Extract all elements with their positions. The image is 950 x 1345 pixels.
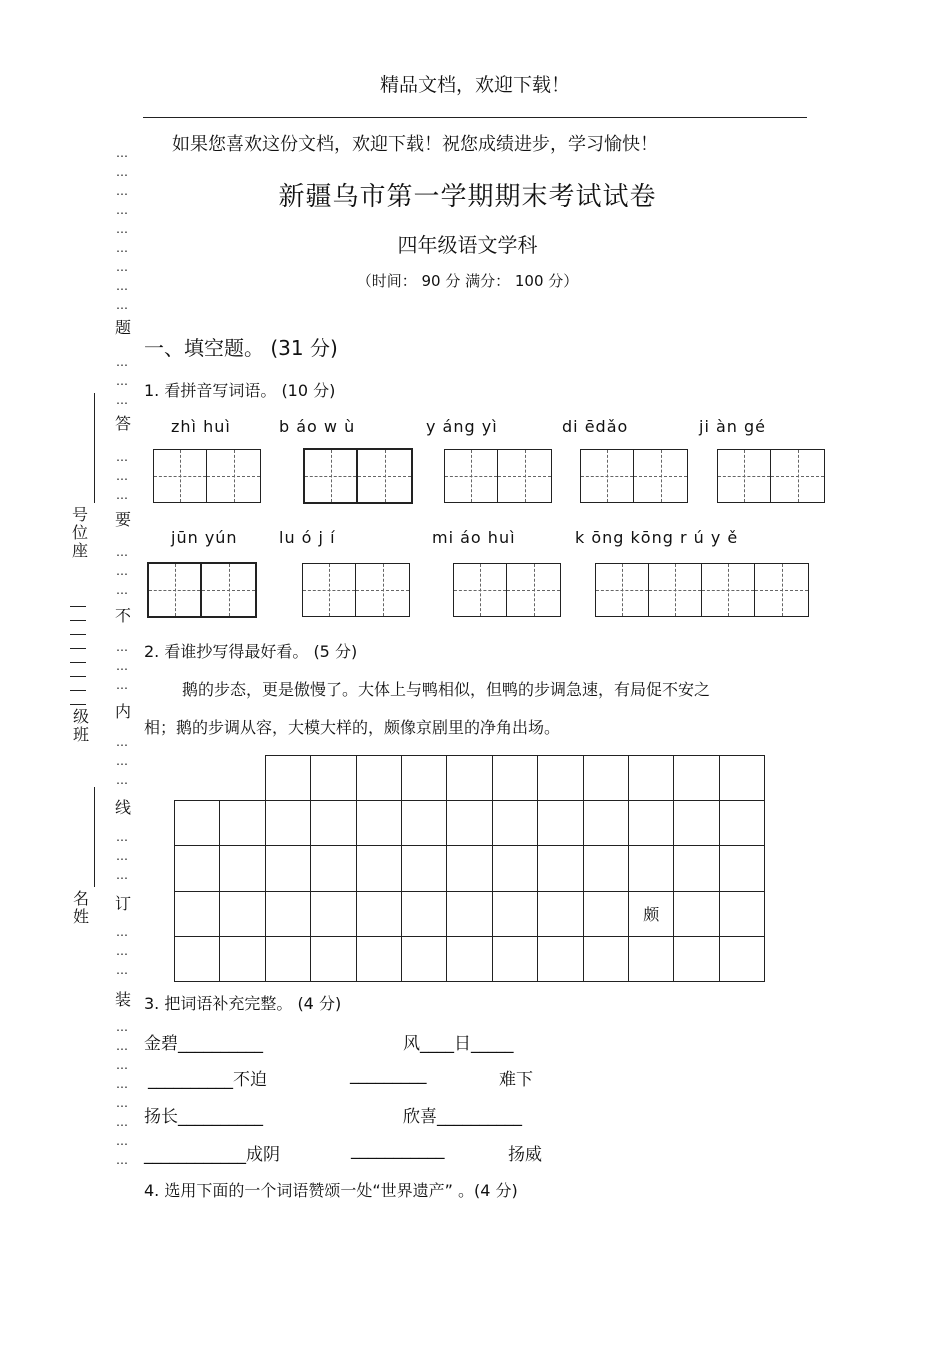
name-label: 名姓 [72,889,89,926]
grid-cell[interactable] [265,755,311,801]
grid-cell[interactable] [265,936,311,982]
seat-label: 号位座 [72,505,89,560]
exam-title: 新疆乌市第一学期期末考试试卷 [278,182,657,212]
margin-dots: … [116,944,128,958]
fill-item-8[interactable]: ____________成阴 [144,1145,280,1165]
grid-cell[interactable] [401,755,447,801]
grid-cell[interactable] [356,800,402,846]
grid-cell[interactable] [492,755,538,801]
margin-line-name [94,787,95,887]
grid-cell[interactable] [265,845,311,891]
margin-dots: … [116,583,128,597]
fill-item-10[interactable]: 扬威 [508,1145,542,1165]
pinyin-4: di ēdǎo [562,417,629,436]
grid-cell[interactable] [492,891,538,937]
answer-box-5[interactable] [717,449,825,503]
margin-dots: … [116,355,128,369]
grid-cell[interactable] [446,936,492,982]
grid-cell[interactable] [492,936,538,982]
margin-dots: … [116,1039,128,1053]
margin-dots: … [116,754,128,768]
grid-cell[interactable] [174,800,220,846]
pinyin-6: jūn yún [171,528,238,547]
grid-cell[interactable] [265,800,311,846]
pinyin-5: ji àn gé [699,417,767,436]
grid-cell[interactable] [537,800,583,846]
grid-cell[interactable] [219,845,265,891]
grid-cell[interactable] [356,755,402,801]
grid-cell[interactable] [628,845,674,891]
margin-dots: … [116,298,128,312]
grid-cell[interactable] [310,891,356,937]
grid-cell[interactable] [628,800,674,846]
margin-dots: … [116,849,128,863]
margin-dots: … [116,735,128,749]
margin-dots: … [116,146,128,160]
margin-dots: … [116,830,128,844]
fill-item-5[interactable]: 难下 [499,1070,533,1090]
exam-time-info: （时间： 90 分 满分： 100 分） [356,272,579,290]
grid-cell[interactable] [310,936,356,982]
margin-dots: … [116,374,128,388]
grid-cell[interactable] [537,891,583,937]
grid-cell[interactable] [446,800,492,846]
grid-cell[interactable] [401,891,447,937]
margin-dots: … [116,678,128,692]
grid-cell[interactable] [719,800,765,846]
grid-cell[interactable] [673,845,719,891]
grid-cell[interactable] [673,891,719,937]
grid-cell[interactable] [537,845,583,891]
q2-title: 2. 看谁抄写得最好看。 (5 分) [144,642,358,661]
grid-cell[interactable] [673,755,719,801]
answer-box-6[interactable] [147,562,257,618]
margin-char: 不 [115,606,132,625]
passage-line-1: 鹅的步态，更是傲慢了。大体上与鸭相似，但鸭的步调急速，有局促不安之 [182,680,711,699]
margin-dots: … [116,279,128,293]
grid-cell[interactable] [310,845,356,891]
class-label: 级班 [72,707,89,744]
margin-dots: … [116,260,128,274]
margin-char: 内 [115,702,132,721]
pinyin-3: y áng yì [426,417,498,436]
margin-dots: … [116,1096,128,1110]
grid-cell[interactable] [356,891,402,937]
grid-cell[interactable] [219,891,265,937]
header-divider [143,117,807,118]
answer-box-4[interactable] [580,449,688,503]
passage-line-2: 相；鹅的步调从容，大模大样的，颇像京剧里的净角出场。 [144,718,561,737]
q1-title: 1. 看拼音写词语。 (10 分) [144,381,336,400]
answer-box-8[interactable] [453,563,561,617]
margin-dots: … [116,1020,128,1034]
margin-char: 装 [115,990,132,1009]
download-note: 如果您喜欢这份文档，欢迎下载！祝您成绩进步，学习愉快！ [172,134,658,155]
section-1-title: 一、填空题。 (31 分) [144,336,338,360]
grid-cell[interactable] [356,936,402,982]
margin-dots: … [116,165,128,179]
margin-dots: … [116,640,128,654]
class-underline [70,606,86,706]
margin-dots: … [116,963,128,977]
grid-cell[interactable] [673,800,719,846]
fill-item-3[interactable]: __________不迫 [148,1070,267,1090]
margin-dots: … [116,925,128,939]
grid-cell[interactable] [401,800,447,846]
grid-cell[interactable] [583,800,629,846]
margin-dots: … [116,773,128,787]
grid-cell[interactable] [537,936,583,982]
grid-cell[interactable] [492,845,538,891]
grid-cell[interactable] [673,936,719,982]
margin-dots: … [116,1058,128,1072]
margin-char: 要 [115,510,132,529]
answer-box-2[interactable] [303,448,413,504]
fill-item-9[interactable]: ___________ [351,1140,445,1160]
grid-cell[interactable] [583,936,629,982]
q3-title: 3. 把词语补充完整。 (4 分) [144,994,342,1013]
fill-item-2[interactable]: 风____日_____ [403,1034,514,1054]
margin-dots: … [116,1134,128,1148]
margin-dots: … [116,184,128,198]
fill-item-4[interactable]: _________ [350,1065,427,1085]
grid-cell[interactable] [719,755,765,801]
grid-cell[interactable] [401,936,447,982]
fill-item-7[interactable]: 欣喜__________ [403,1107,522,1127]
answer-box-9[interactable] [595,563,809,617]
margin-dots: … [116,222,128,236]
margin-dots: … [116,868,128,882]
margin-char: 答 [115,414,132,433]
pinyin-7: lu ó j í [279,528,336,547]
grid-cell[interactable] [310,755,356,801]
fill-item-6[interactable]: 扬长__________ [144,1107,263,1127]
grid-cell[interactable] [174,845,220,891]
pinyin-1: zhì huì [171,417,231,436]
grid-cell[interactable] [446,891,492,937]
margin-dots: … [116,469,128,483]
grid-cell[interactable] [719,891,765,937]
margin-dots: … [116,450,128,464]
grid-cell[interactable] [219,936,265,982]
grid-cell[interactable] [583,891,629,937]
grid-cell[interactable] [174,891,220,937]
grid-cell[interactable] [719,845,765,891]
margin-line-seat [94,393,95,503]
margin-dots: … [116,545,128,559]
grid-cell[interactable] [219,800,265,846]
header-title: 精品文档，欢迎下载！ [379,74,570,96]
grid-cell[interactable] [446,755,492,801]
margin-dots: … [116,488,128,502]
grid-cell[interactable] [356,845,402,891]
answer-box-3[interactable] [444,449,552,503]
answer-box-1[interactable] [153,449,261,503]
grid-cell[interactable] [401,845,447,891]
pinyin-2: b áo w ù [279,417,356,436]
margin-char: 线 [115,798,132,817]
margin-dots: … [116,1077,128,1091]
margin-dots: … [116,241,128,255]
grid-cell[interactable] [583,755,629,801]
margin-char: 订 [115,894,132,913]
grid-cell[interactable] [628,936,674,982]
margin-dots: … [116,203,128,217]
q4-title: 4. 选用下面的一个词语赞颂一处“世界遗产” 。(4 分) [144,1181,518,1200]
answer-box-7[interactable] [302,563,410,617]
grid-cell[interactable] [628,755,674,801]
margin-char: 题 [115,318,132,337]
pinyin-8: mi áo huì [432,528,516,547]
margin-dots: … [116,659,128,673]
exam-subject: 四年级语文学科 [397,233,538,257]
grid-cell[interactable] [537,755,583,801]
grid-cell[interactable] [446,845,492,891]
margin-dots: … [116,1115,128,1129]
pinyin-9: k ōng kōng r ú y ě [575,528,739,547]
grid-cell[interactable] [265,891,311,937]
grid-cell[interactable] [583,845,629,891]
grid-cell[interactable] [174,936,220,982]
margin-dots: … [116,1153,128,1167]
grid-cell[interactable] [719,936,765,982]
grid-cell-sample-char[interactable]: 颇 [628,891,674,937]
grid-cell[interactable] [492,800,538,846]
fill-item-1[interactable]: 金碧__________ [144,1034,263,1054]
margin-dots: … [116,564,128,578]
grid-cell[interactable] [310,800,356,846]
margin-dots: … [116,393,128,407]
